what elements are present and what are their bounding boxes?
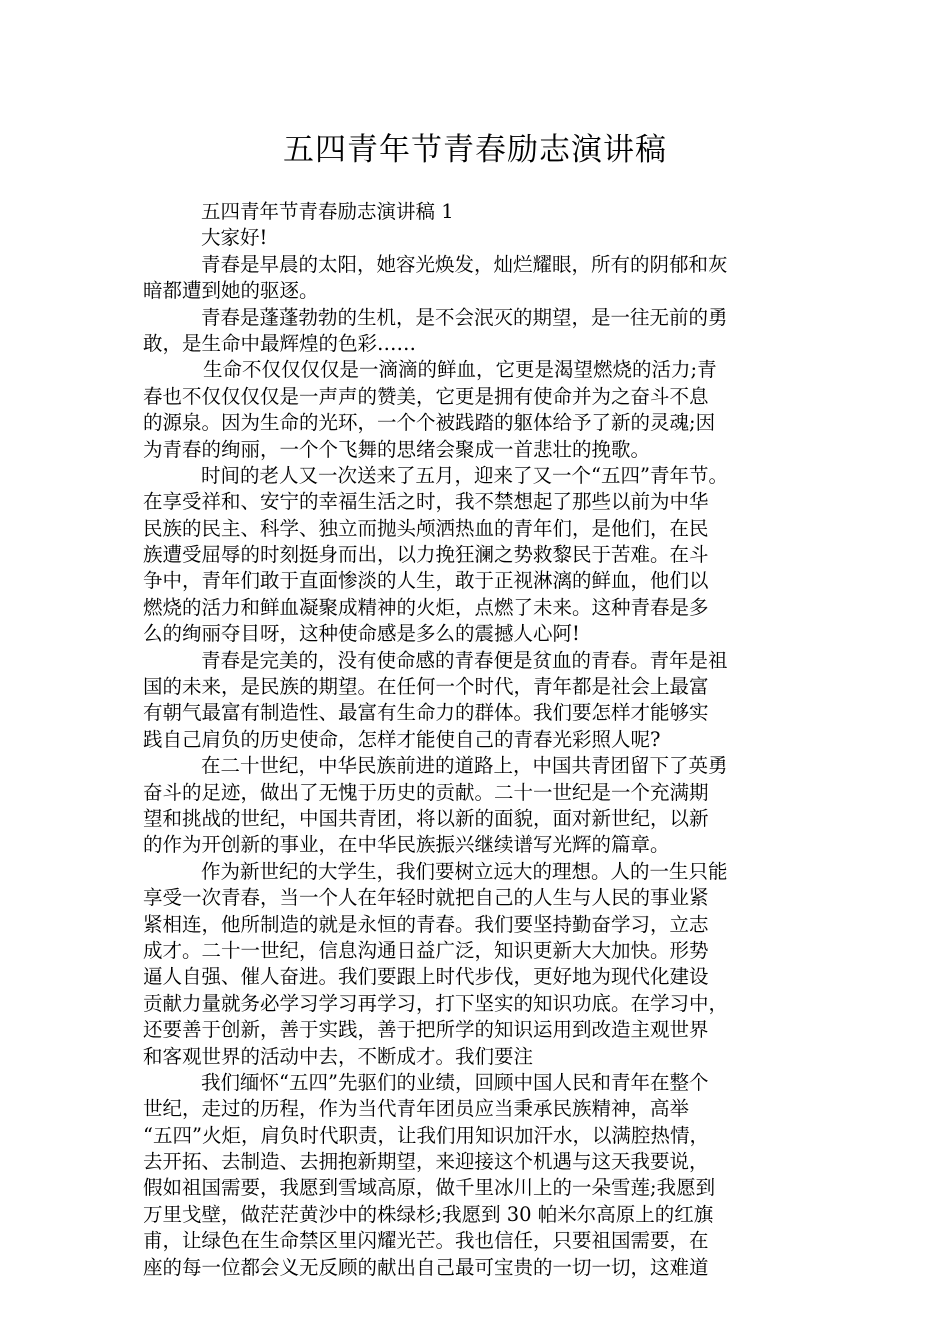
text-line: 座的每一位都会义无反顾的献出自己最可宝贵的一切一切，这难道 [143, 1255, 709, 1279]
text-line: 逼人自强、催人奋进。我们要跟上时代步伐，更好地为现代化建设 [143, 965, 709, 989]
text-line: 的作为开创新的事业，在中华民族振兴继续谱写光辉的篇章。 [143, 833, 670, 857]
document-title: 五四青年节青春励志演讲稿 [283, 132, 667, 168]
text-line: 还要善于创新，善于实践，善于把所学的知识运用到改造主观世界 [143, 1018, 709, 1042]
text-line: 享受一次青春，当一个人在年轻时就把自己的人生与人民的事业紧 [143, 886, 709, 910]
text-line: 作为新世纪的大学生，我们要树立远大的理想。人的一生只能 [201, 859, 728, 883]
text-line: 大家好! [201, 226, 268, 250]
text-line: 成才。二十一世纪，信息沟通日益广泛，知识更新大大加快。形势 [143, 938, 709, 962]
text-line: 万里戈壁，做茫茫黄沙中的株绿杉;我愿到 30 帕米尔高原上的红旗 [143, 1202, 714, 1226]
text-line: 青春是完美的，没有使命感的青春便是贫血的青春。青年是祖 [201, 648, 728, 672]
text-line: 在享受祥和、安宁的幸福生活之时，我不禁想起了那些以前为中华 [143, 490, 709, 514]
text-line: “五四”火炬，肩负时代职责，让我们用知识加汗水，以满腔热情， [143, 1123, 709, 1147]
text-line: 争中，青年们敢于直面惨淡的人生，敢于正视淋漓的鲜血，他们以 [143, 569, 709, 593]
text-line: 族遭受屈辱的时刻挺身而出，以力挽狂澜之势救黎民于苦难。在斗 [143, 543, 709, 567]
text-line: 紧相连，他所制造的就是永恒的青春。我们要坚持勤奋学习，立志 [143, 912, 709, 936]
text-line: 望和挑战的世纪，中国共青团，将以新的面貌，面对新世纪，以新 [143, 806, 709, 830]
text-line: 青春是早晨的太阳，她容光焕发，灿烂耀眼，所有的阴郁和灰 [201, 252, 728, 276]
text-line: 暗都遭到她的驱逐。 [143, 279, 319, 303]
text-line: 国的未来，是民族的期望。在任何一个时代，青年都是社会上最富 [143, 675, 709, 699]
text-line: 燃烧的活力和鲜血凝聚成精神的火炬，点燃了未来。这种青春是多 [143, 595, 709, 619]
text-line: 为青春的绚丽，一个个飞舞的思绪会聚成一首悲壮的挽歌。 [143, 437, 651, 461]
text-line: 贡献力量就务必学习学习再学习，打下坚实的知识功底。在学习中， [143, 991, 729, 1015]
text-line: 生命不仅仅仅仅是一滴滴的鲜血，它更是渴望燃烧的活力;青 [203, 358, 717, 382]
text-line: 假如祖国需要，我愿到雪域高原，做千里冰川上的一朵雪莲;我愿到 [143, 1176, 716, 1200]
text-line: 奋斗的足迹，做出了无愧于历史的贡献。二十一世纪是一个充满期 [143, 780, 709, 804]
text-line: 去开拓、去制造、去拥抱新期望，来迎接这个机遇与这天我要说， [143, 1150, 709, 1174]
text-line: 敢，是生命中最辉煌的色彩…… [143, 331, 417, 355]
text-line: 五四青年节青春励志演讲稿 1 [201, 200, 454, 223]
text-line: 时间的老人又一次送来了五月，迎来了又一个“五四”青年节。 [201, 463, 728, 487]
text-line: 民族的民主、科学、独立而抛头颅洒热血的青年们，是他们，在民 [143, 516, 709, 540]
text-line: 青春是蓬蓬勃勃的生机，是不会泯灭的期望，是一往无前的勇 [201, 305, 728, 329]
text-line: 我们缅怀“五四”先驱们的业绩，回顾中国人民和青年在整个 [201, 1070, 709, 1094]
text-line: 甫，让绿色在生命禁区里闪耀光芒。我也信任，只要祖国需要，在 [143, 1229, 709, 1253]
document-body [143, 199, 825, 1281]
text-line: 在二十世纪，中华民族前进的道路上，中国共青团留下了英勇 [201, 754, 728, 778]
text-line: 春也不仅仅仅仅是一声声的赞美，它更是拥有使命并为之奋斗不息 [143, 384, 709, 408]
text-line: 有朝气最富有制造性、最富有生命力的群体。我们要怎样才能够实 [143, 701, 709, 725]
text-line: 践自己肩负的历史使命，怎样才能使自己的青春光彩照人呢? [143, 727, 661, 751]
text-line: 的源泉。因为生命的光环，一个个被践踏的躯体给予了新的灵魂;因 [143, 411, 716, 435]
text-line: 和客观世界的活动中去，不断成才。我们要注 [143, 1044, 534, 1068]
text-line: 么的绚丽夺目呀，这种使命感是多么的震撼人心阿! [143, 622, 580, 646]
text-line: 世纪，走过的历程，作为当代青年团员应当秉承民族精神，高举 [143, 1097, 690, 1121]
